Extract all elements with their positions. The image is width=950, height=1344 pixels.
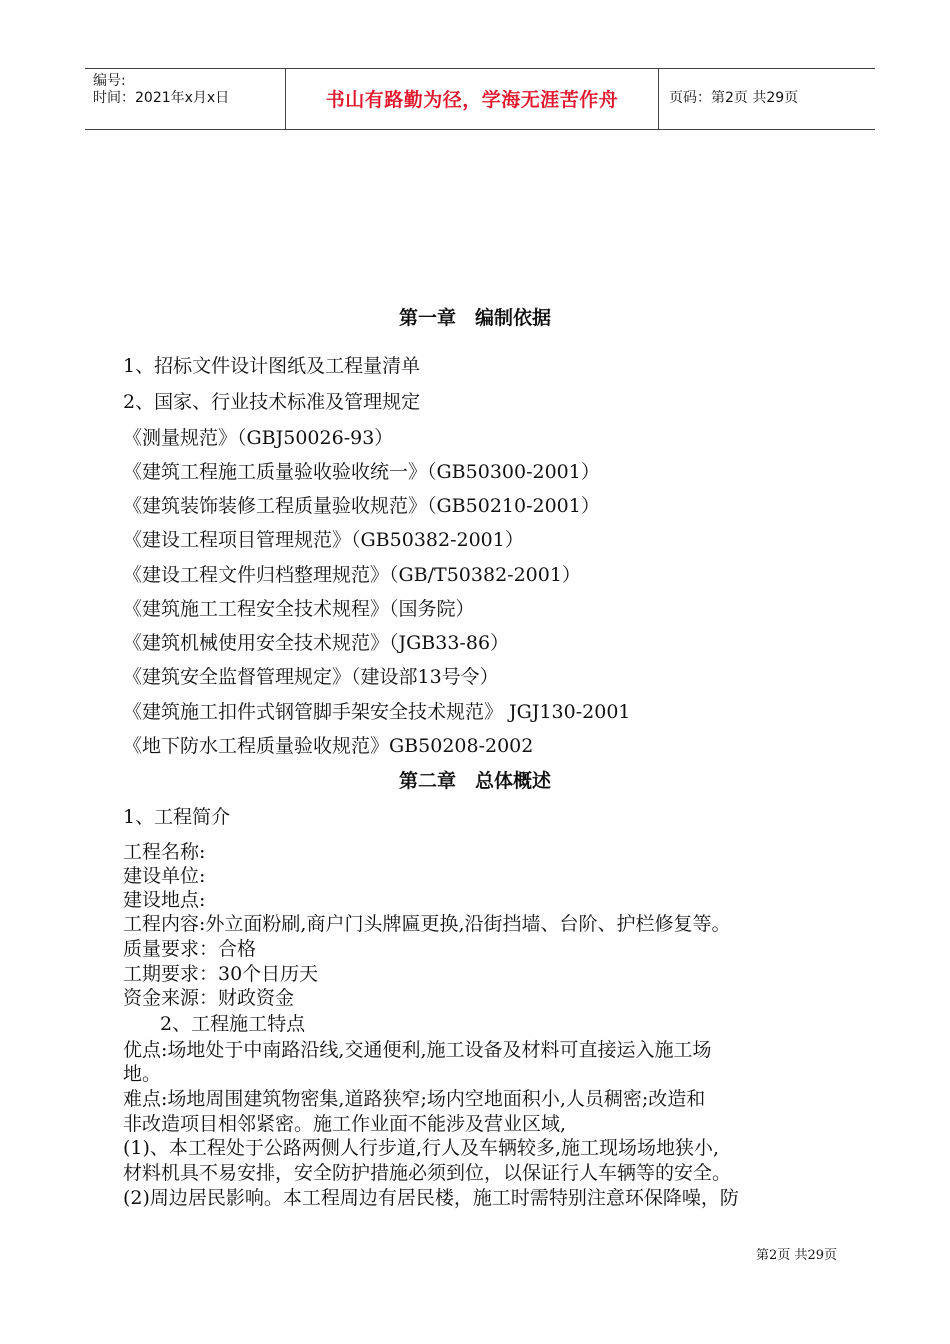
basis-item: 1、招标文件设计图纸及工程量清单 — [123, 355, 421, 377]
header-motto-cell — [286, 69, 659, 129]
body-paragraph-line: 非改造项目相邻紧密。施工作业面不能涉及营业区域, — [123, 1113, 567, 1135]
section-heading: 2、工程施工特点 — [160, 1013, 306, 1035]
chapter2-title: 第二章 总体概述 — [398, 770, 551, 792]
body-paragraph-line: (2)周边居民影响。本工程周边有居民楼，施工时需特别注意环保降噪，防 — [123, 1187, 739, 1209]
header-page-cell — [659, 69, 875, 129]
body-paragraph-line: 地。 — [123, 1063, 162, 1085]
footer-page-number: 第2页 共29页 — [756, 1248, 837, 1263]
project-field: 工期要求：30个日历天 — [123, 963, 319, 985]
project-field: 建设地点: — [123, 889, 206, 911]
project-field: 工程内容:外立面粉刷,商户门头牌匾更换,沿街挡墙、台阶、护栏修复等。 — [123, 913, 731, 935]
document-number-label: 编号: — [93, 73, 126, 89]
standard-item: 《建筑机械使用安全技术规范》（JGB33-86） — [123, 632, 510, 654]
project-field: 工程名称: — [123, 841, 206, 863]
standard-item: 《建筑工程施工质量验收验收统一》（GB50300-2001） — [123, 461, 600, 483]
document-date: 时间：2021年x月x日 — [93, 90, 230, 106]
section-heading: 1、工程简介 — [123, 806, 231, 828]
body-paragraph-line: 难点:场地周围建筑物密集,道路狭窄;场内空地面积小,人员稠密;改造和 — [123, 1088, 706, 1110]
basis-item: 2、国家、行业技术标准及管理规定 — [123, 391, 421, 413]
body-paragraph-line: 优点:场地处于中南路沿线,交通便利,施工设备及材料可直接运入施工场 — [123, 1039, 712, 1061]
header-page-info: 页码：第2页 共29页 — [669, 90, 799, 106]
standard-item: 《测量规范》（GBJ50026-93） — [123, 427, 394, 449]
body-paragraph-line: 材料机具不易安排，安全防护措施必须到位，以保证行人车辆等的安全。 — [123, 1162, 732, 1184]
chapter1-title: 第一章 编制依据 — [398, 307, 551, 329]
standard-item: 《建筑施工扣件式钢管脚手架安全技术规范》 JGJ130-2001 — [123, 701, 631, 723]
header-meta-cell — [85, 69, 286, 129]
standard-item: 《地下防水工程质量验收规范》GB50208-2002 — [123, 735, 534, 757]
standard-item: 《建筑施工工程安全技术规程》（国务院） — [123, 598, 475, 620]
body-paragraph-line: (1)、本工程处于公路两侧人行步道,行人及车辆较多,施工现场场地狭小, — [123, 1137, 720, 1159]
project-field: 质量要求：合格 — [123, 938, 257, 960]
standard-item: 《建筑安全监督管理规定》（建设部13号令） — [123, 666, 499, 688]
header-motto: 书山有路勤为径，学海无涯苦作舟 — [325, 89, 619, 111]
project-field: 资金来源：财政资金 — [123, 987, 295, 1009]
standard-item: 《建设工程项目管理规范》（GB50382-2001） — [123, 529, 524, 551]
project-field: 建设单位: — [123, 865, 206, 887]
page-header — [85, 68, 875, 130]
standard-item: 《建筑装饰装修工程质量验收规范》（GB50210-2001） — [123, 495, 600, 517]
standard-item: 《建设工程文件归档整理规范》（GB/T50382-2001） — [123, 564, 581, 586]
